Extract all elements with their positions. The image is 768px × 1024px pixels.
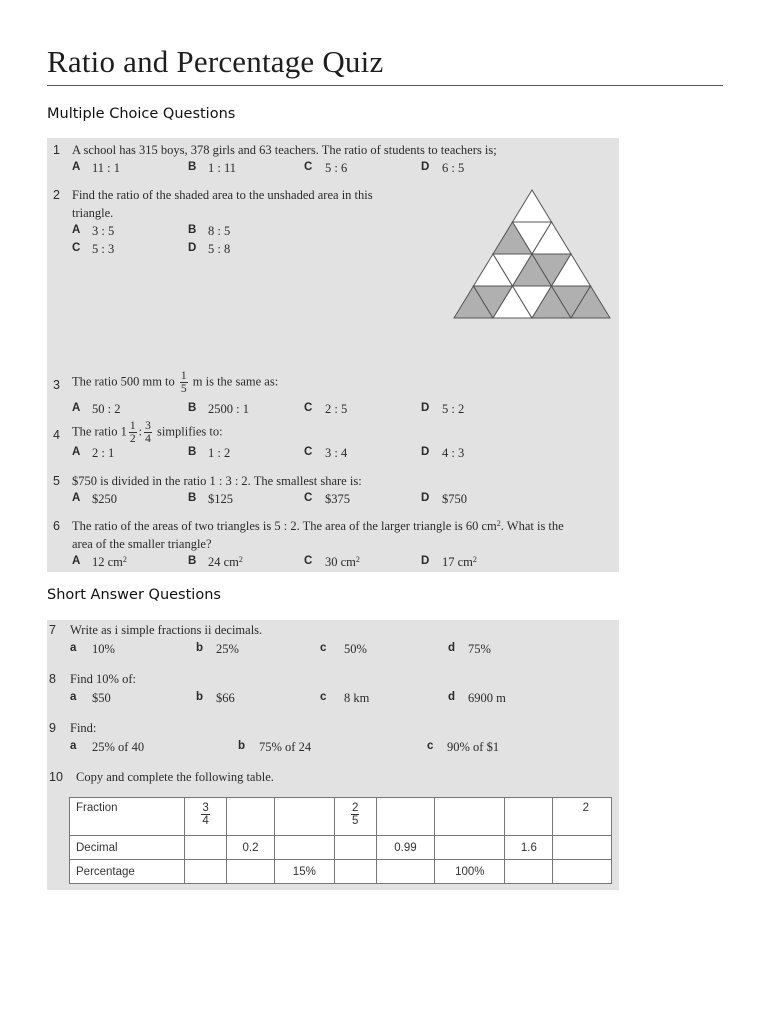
mc-heading: Multiple Choice Questions [47, 106, 236, 122]
q1-opt-d: 6 : 5 [442, 161, 465, 175]
q6-number: 6 [53, 519, 60, 533]
q8-opt-c-letter: c [320, 691, 327, 703]
q1-number: 1 [53, 143, 60, 157]
q9-opt-b-letter: b [238, 740, 246, 752]
q5-opt-a: $250 [92, 492, 117, 506]
q5-text: $750 is divided in the ratio 1 : 3 : 2. The smallest share is: [72, 474, 362, 488]
triangle-cell [513, 190, 552, 222]
q3-opt-c: 2 : 5 [325, 402, 348, 416]
q4-whole: 1 [120, 424, 127, 439]
q3-opt-d-letter: D [421, 402, 430, 414]
cell-blank [275, 836, 335, 860]
q3-line [72, 370, 278, 395]
cell-blank [553, 860, 612, 884]
q6-text-line1 [72, 520, 564, 533]
q8-opt-a: $50 [92, 691, 111, 705]
q3-text-a: The ratio 500 mm to [72, 374, 175, 389]
cell-fraction-8: 2 [553, 798, 612, 836]
q4-opt-a: 2 : 1 [92, 446, 115, 460]
q4-f2-num: 3 [145, 420, 151, 432]
frac-num: 3 [202, 802, 209, 814]
row-label-decimal: Decimal [70, 836, 185, 860]
q4-opt-d-letter: D [421, 446, 430, 458]
q6-opt-d-wrap [442, 556, 477, 569]
fraction-2-5 [351, 802, 359, 827]
q3-opt-a: 50 : 2 [92, 402, 121, 416]
cell-blank [227, 798, 275, 836]
q6-opt-b-wrap [208, 556, 243, 569]
q6-opt-a-sup: 2 [122, 555, 127, 564]
q4-text-b: simplifies to: [156, 424, 223, 439]
q6-opt-a: 12 cm [92, 555, 123, 569]
q6-sup: 2 [496, 519, 501, 528]
q9-opt-c-letter: c [427, 740, 434, 752]
q7-opt-d-letter: d [448, 642, 456, 654]
cell-percentage-3: 15% [275, 860, 335, 884]
q4-opt-a-letter: A [72, 446, 81, 458]
q3-frac-num: 1 [180, 370, 187, 382]
q3-text-b: m is the same as: [192, 374, 279, 389]
cell-blank [376, 860, 435, 884]
row-label-percentage: Percentage [70, 860, 185, 884]
cell-percentage-6: 100% [435, 860, 505, 884]
q4-f1-num: 1 [129, 420, 136, 432]
q2-opt-c: 5 : 3 [92, 242, 115, 256]
q9-opt-a: 25% of 40 [92, 740, 145, 754]
q6-opt-a-wrap [92, 556, 127, 569]
q5-opt-c: $375 [325, 492, 350, 506]
q1-opt-a: 11 : 1 [92, 161, 121, 175]
table-row-decimal [70, 836, 612, 860]
q3-fraction [180, 370, 188, 395]
cell-blank [185, 860, 227, 884]
q4-text-a: The ratio [72, 424, 118, 439]
table-row-percentage [70, 860, 612, 884]
cell-blank [334, 836, 376, 860]
q6-opt-d: 17 cm [442, 555, 473, 569]
title-rule [47, 85, 723, 86]
q6-opt-b: 24 cm [208, 555, 239, 569]
q9-opt-a-letter: a [70, 740, 77, 752]
q3-opt-b: 2500 : 1 [208, 402, 249, 416]
q8-text: Find 10% of: [70, 672, 136, 686]
q5-opt-b: $125 [208, 492, 233, 506]
frac-den: 5 [351, 815, 359, 828]
row-label-fraction: Fraction [70, 798, 185, 836]
q8-opt-a-letter: a [70, 691, 77, 703]
q7-opt-c: 50% [344, 642, 367, 656]
page-title: Ratio and Percentage Quiz [47, 44, 384, 79]
cell-blank [505, 860, 553, 884]
mc-panel [47, 138, 619, 572]
fraction-3-4 [201, 802, 209, 827]
q1-opt-b-letter: B [188, 161, 197, 173]
frac-num: 2 [351, 802, 359, 814]
q7-opt-a-letter: a [70, 642, 77, 654]
q3-number: 3 [53, 378, 60, 392]
cell-blank [227, 860, 275, 884]
shaded-triangle-diagram [452, 188, 612, 322]
cell-decimal-5: 0.99 [376, 836, 435, 860]
q9-opt-b: 75% of 24 [259, 740, 312, 754]
q8-opt-c: 8 km [344, 691, 370, 705]
q4-colon: : [138, 424, 143, 439]
q4-line [72, 420, 223, 445]
q6-opt-c-wrap [325, 556, 360, 569]
q8-opt-d-letter: d [448, 691, 456, 703]
q2-opt-b: 8 : 5 [208, 224, 231, 238]
q4-fraction-2 [144, 420, 152, 445]
q4-opt-c-letter: C [304, 446, 313, 458]
q2-number: 2 [53, 188, 60, 202]
q1-opt-c-letter: C [304, 161, 313, 173]
cell-blank [275, 798, 335, 836]
q6-opt-d-sup: 2 [472, 555, 477, 564]
sa-panel [47, 620, 619, 890]
q8-number: 8 [49, 672, 56, 686]
q6-text-1b: . What is the [500, 519, 564, 533]
sa-heading: Short Answer Questions [47, 587, 221, 603]
cell-blank [185, 836, 227, 860]
q6-opt-c-letter: C [304, 555, 313, 567]
cell-fraction-4 [334, 798, 376, 836]
q4-opt-b: 1 : 2 [208, 446, 231, 460]
q9-text: Find: [70, 721, 97, 735]
q2-opt-b-letter: B [188, 224, 197, 236]
cell-fraction-1 [185, 798, 227, 836]
q1-opt-b: 1 : 11 [208, 161, 237, 175]
q4-f1-den: 2 [129, 433, 136, 446]
q4-opt-d: 4 : 3 [442, 446, 465, 460]
cell-blank [334, 860, 376, 884]
q7-opt-d: 75% [468, 642, 491, 656]
q2-opt-c-letter: C [72, 242, 81, 254]
q1-text: A school has 315 boys, 378 girls and 63 teachers. The ratio of students to teachers is; [72, 143, 497, 157]
q7-opt-b: 25% [216, 642, 239, 656]
q9-number: 9 [49, 721, 56, 735]
frac-den: 4 [202, 815, 209, 828]
q6-text-line2: area of the smaller triangle? [72, 537, 212, 551]
q2-opt-a-letter: A [72, 224, 81, 236]
q5-number: 5 [53, 474, 60, 488]
cell-blank [435, 798, 505, 836]
q1-opt-c: 5 : 6 [325, 161, 348, 175]
q2-opt-d-letter: D [188, 242, 197, 254]
q2-text-line2: triangle. [72, 206, 114, 220]
q8-opt-b: $66 [216, 691, 235, 705]
q7-opt-b-letter: b [196, 642, 204, 654]
conversion-table [69, 797, 612, 884]
q1-opt-a-letter: A [72, 161, 81, 173]
q7-text: Write as i simple fractions ii decimals. [70, 623, 263, 637]
q7-number: 7 [49, 623, 56, 637]
q10-text: Copy and complete the following table. [76, 770, 274, 784]
q6-opt-a-letter: A [72, 555, 81, 567]
q6-text-1a: The ratio of the areas of two triangles is 5 : 2. The area of the larger triangle is 60 cm [72, 519, 497, 533]
q5-opt-a-letter: A [72, 492, 81, 504]
q3-opt-a-letter: A [72, 402, 81, 414]
q1-opt-d-letter: D [421, 161, 430, 173]
cell-decimal-7: 1.6 [505, 836, 553, 860]
q6-opt-c: 30 cm [325, 555, 356, 569]
q7-opt-a: 10% [92, 642, 115, 656]
q3-opt-b-letter: B [188, 402, 197, 414]
q6-opt-c-sup: 2 [355, 555, 360, 564]
table-row-fraction [70, 798, 612, 836]
q3-opt-d: 5 : 2 [442, 402, 465, 416]
q7-opt-c-letter: c [320, 642, 327, 654]
cell-blank [505, 798, 553, 836]
q5-opt-d: $750 [442, 492, 467, 506]
q9-opt-c: 90% of $1 [447, 740, 500, 754]
q8-opt-b-letter: b [196, 691, 204, 703]
cell-blank [435, 836, 505, 860]
q4-opt-b-letter: B [188, 446, 197, 458]
q10-number: 10 [49, 770, 63, 784]
q4-f2-den: 4 [145, 433, 151, 446]
q4-fraction-1 [129, 420, 137, 445]
q2-opt-a: 3 : 5 [92, 224, 115, 238]
q4-opt-c: 3 : 4 [325, 446, 348, 460]
q5-opt-c-letter: C [304, 492, 313, 504]
q5-opt-b-letter: B [188, 492, 197, 504]
q5-opt-d-letter: D [421, 492, 430, 504]
cell-blank [553, 836, 612, 860]
q6-opt-d-letter: D [421, 555, 430, 567]
q6-opt-b-sup: 2 [238, 555, 243, 564]
q8-opt-d: 6900 m [468, 691, 506, 705]
cell-blank [376, 798, 435, 836]
cell-decimal-2: 0.2 [227, 836, 275, 860]
q2-text-line1: Find the ratio of the shaded area to the unshaded area in this [72, 188, 373, 202]
q4-number: 4 [53, 428, 60, 442]
q3-frac-den: 5 [180, 383, 187, 396]
q6-opt-b-letter: B [188, 555, 197, 567]
q2-opt-d: 5 : 8 [208, 242, 231, 256]
q3-opt-c-letter: C [304, 402, 313, 414]
